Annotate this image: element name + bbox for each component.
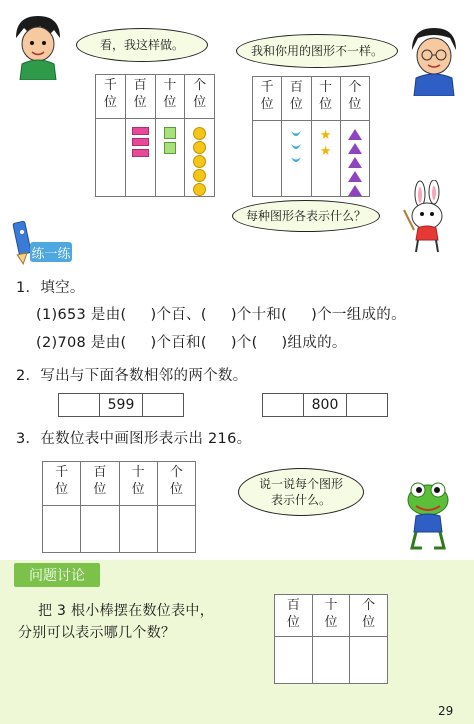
frog-icon [400,478,456,552]
discussion-tag: 问题讨论 [14,563,100,587]
cell-hundreds[interactable] [275,637,313,684]
bubble-frog-text: 说一说每个图形表示什么。 [258,476,343,507]
speech-bubble-left [76,28,208,62]
number-800: 800 [304,394,347,416]
neighbor-box-800 [262,393,388,417]
header-thousands: 千位 [96,75,126,119]
header-hundreds: 百位 [125,75,155,119]
place-value-table-right [252,76,370,197]
header-ones: 个位 [185,75,215,119]
header-hundreds: 百位 [81,462,119,506]
header-hundreds: 百位 [282,77,311,121]
section-title-text: 练一练 [31,246,71,262]
page-number: 29 [438,704,454,718]
bubble-left-text: 看，我这样做。 [99,37,184,52]
cell-thousands [253,121,282,197]
speech-bubble-frog [238,468,364,516]
boy-glasses-icon [404,24,464,96]
boy-icon [10,14,66,80]
discussion-line-2: 分别可以表示哪几个数？ [18,625,176,641]
purple-triangles [341,121,369,196]
bubble-rabbit-text: 每种图形各表示什么？ [245,208,366,223]
header-ones: 个位 [157,462,195,506]
yellow-stars: ★ ★ [319,128,332,159]
cell-hundreds [125,119,155,197]
header-tens: 十位 [155,75,185,119]
header-ones: 个位 [340,77,369,121]
cell-tens[interactable] [312,637,350,684]
cell-ones [185,119,215,197]
header-hundreds: 百位 [275,595,313,637]
cell-ones [340,121,369,197]
q1-line-2: (2)708 是由( )个百和( )个( )组成的。 [36,335,347,351]
cell-tens[interactable] [119,506,157,553]
blank-before[interactable] [263,394,304,416]
place-value-table-left [95,74,215,197]
pink-rectangles [126,119,155,157]
cell-hundreds [282,121,311,197]
q1-title: 1．填空。 [16,280,85,296]
header-ones: 个位 [350,595,388,637]
header-tens: 十位 [312,595,350,637]
section-title-practice [30,242,72,262]
green-squares [156,119,185,154]
neighbor-box-599 [58,393,184,417]
place-value-table-q3 [42,461,196,553]
cell-thousands[interactable] [43,506,81,553]
header-tens: 十位 [311,77,340,121]
speech-bubble-rabbit [232,200,380,232]
cell-hundreds[interactable] [81,506,119,553]
speech-bubble-right [236,34,398,68]
cell-thousands [96,119,126,197]
header-tens: 十位 [119,462,157,506]
header-thousands: 千位 [43,462,81,506]
header-thousands: 千位 [253,77,282,121]
cell-ones[interactable] [157,506,195,553]
rabbit-icon [400,180,456,254]
cell-ones[interactable] [350,637,388,684]
cell-tens [155,119,185,197]
q1-line-1: (1)653 是由( )个百、( )个十和( )个一组成的。 [36,307,406,323]
q3-title: 3．在数位表中画图形表示出 216。 [16,431,252,447]
blue-crescents [282,121,310,165]
blank-after[interactable] [143,394,183,416]
blank-after[interactable] [347,394,387,416]
discussion-line-1: 把 3 根小棒摆在数位表中， [38,603,215,619]
place-value-table-discussion [274,594,388,684]
blank-before[interactable] [59,394,100,416]
cell-tens [311,121,340,197]
yellow-circles [185,119,214,196]
bubble-right-text: 我和你用的图形不一样。 [250,43,383,58]
number-599: 599 [100,394,143,416]
q2-title: 2．写出与下面各数相邻的两个数。 [16,368,248,384]
